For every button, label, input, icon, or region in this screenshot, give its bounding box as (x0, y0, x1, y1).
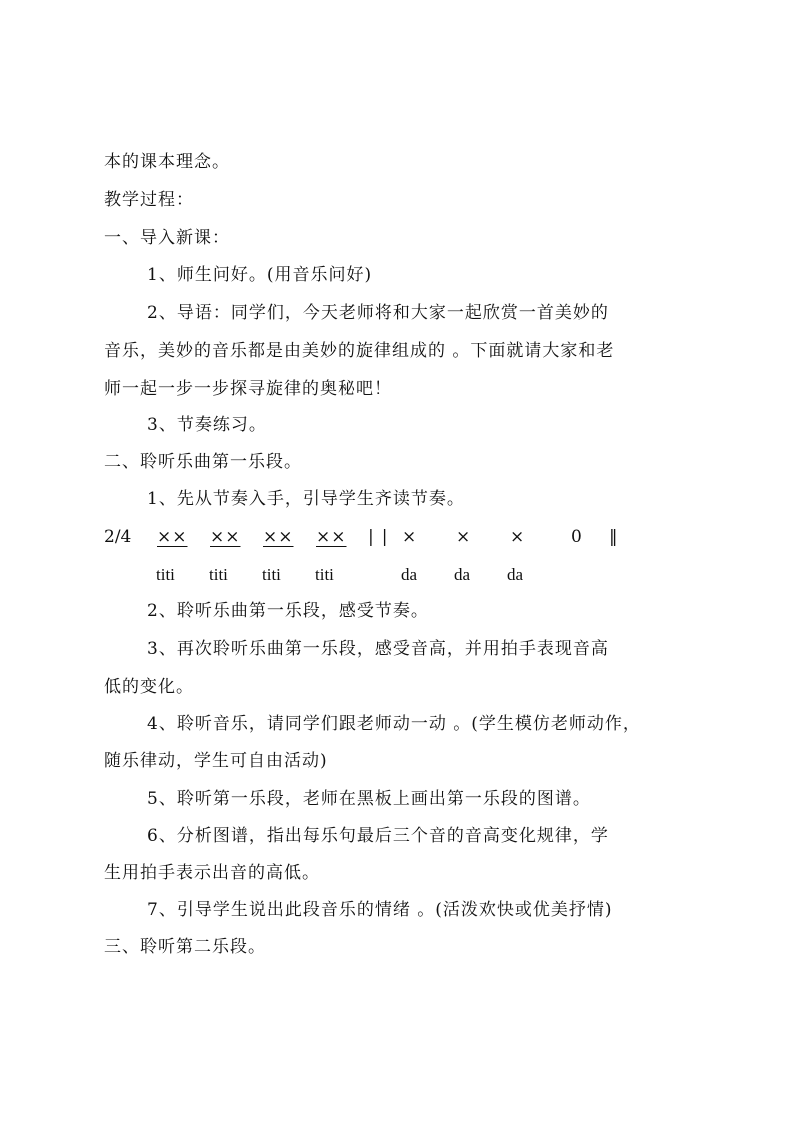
eighth-note-pair: ×× (157, 527, 188, 547)
text-line: 5、聆听第一乐段，老师在黑板上画出第一乐段的图谱。 (147, 789, 591, 809)
text-line: 低的变化。 (104, 677, 194, 697)
text-line: 4、聆听音乐，请同学们跟老师动一动 。(学生模仿老师动作， (147, 714, 641, 734)
section-heading: 一、导入新课： (104, 228, 230, 248)
text-line: 教学过程： (104, 190, 194, 210)
quarter-note: × (456, 527, 471, 547)
text-line: 3、节奏练习。 (147, 415, 267, 435)
eighth-note-pair: ×× (210, 527, 241, 547)
text-line: 2、聆听乐曲第一乐段，感受节奏。 (147, 601, 429, 621)
rhythm-syllable: titi (262, 565, 281, 584)
rest-note: 0 (571, 527, 582, 547)
text-line: 1、先从节奏入手，引导学生齐读节奏。 (147, 489, 465, 509)
text-line: 2、导语：同学们，今天老师将和大家一起欣赏一首美妙的 (147, 303, 609, 323)
quarter-note: × (510, 527, 525, 547)
text-line: 随乐律动，学生可自由活动) (104, 751, 328, 771)
text-line: 师一起一步一步探寻旋律的奥秘吧！ (104, 379, 392, 399)
text-line: 本的课本理念。 (104, 152, 230, 172)
rhythm-syllable: titi (209, 565, 228, 584)
end-barline: ‖ (609, 527, 618, 547)
barline: || (368, 527, 396, 547)
section-heading: 三、聆听第二乐段。 (104, 937, 266, 957)
text-line: 7、引导学生说出此段音乐的情绪 。(活泼欢快或优美抒情) (147, 900, 613, 920)
rhythm-syllable: da (507, 565, 524, 584)
rhythm-syllable: da (401, 565, 418, 584)
rhythm-syllable: titi (156, 565, 175, 584)
rhythm-notation (104, 527, 664, 549)
text-line: 3、再次聆听乐曲第一乐段，感受音高，并用拍手表现音高 (147, 639, 609, 659)
rhythm-syllable: titi (315, 565, 334, 584)
time-signature: 2/4 (104, 527, 132, 547)
text-line: 音乐，美妙的音乐都是由美妙的旋律组成的 。下面就请大家和老 (104, 341, 615, 361)
quarter-note: × (402, 527, 417, 547)
eighth-note-pair: ×× (316, 527, 347, 547)
text-line: 1、师生问好。(用音乐问好) (147, 265, 373, 285)
rhythm-syllable: da (454, 565, 471, 584)
eighth-note-pair: ×× (263, 527, 294, 547)
section-heading: 二、聆听乐曲第一乐段。 (104, 452, 302, 472)
text-line: 6、分析图谱，指出每乐句最后三个音的音高变化规律，学 (147, 826, 609, 846)
text-line: 生用拍手表示出音的高低。 (104, 863, 320, 883)
